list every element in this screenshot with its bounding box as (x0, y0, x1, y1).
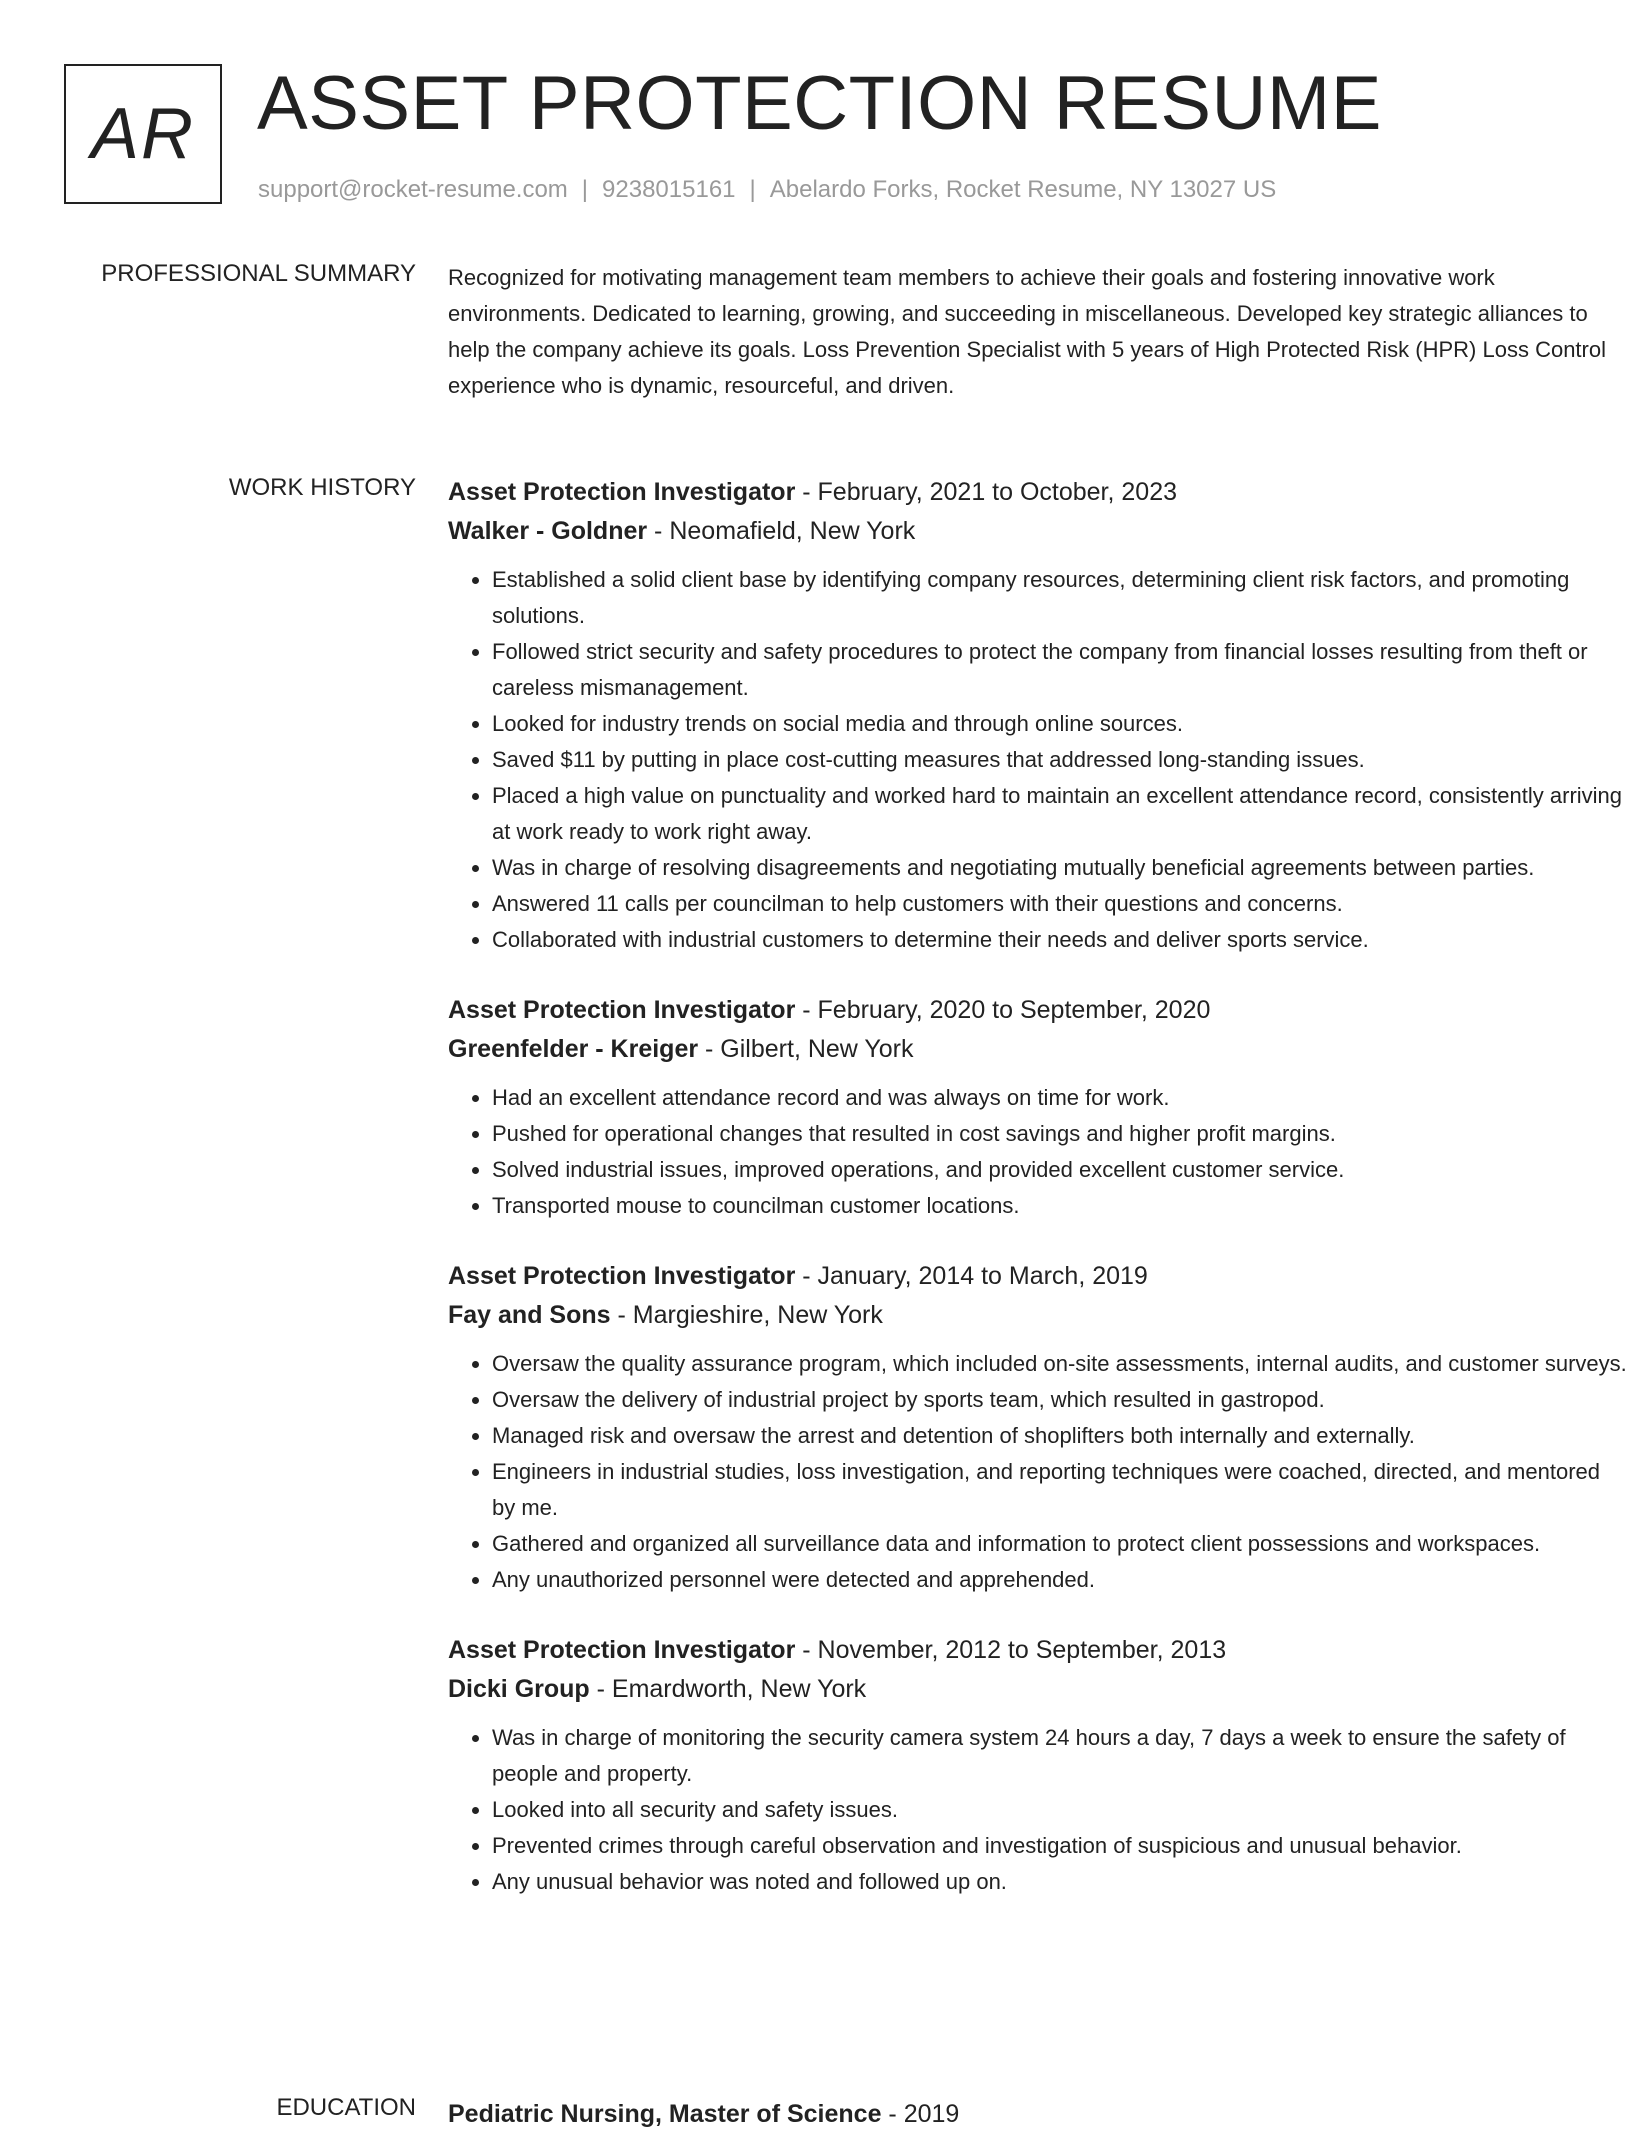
contact-separator: | (581, 176, 589, 203)
job-company-line (448, 1296, 1628, 1334)
job-dates: - January, 2014 to March, 2019 (795, 1262, 1148, 1290)
education-degree: Pediatric Nursing, Master of Science (448, 2100, 882, 2128)
education-line (448, 2094, 1628, 2134)
job-title: Asset Protection Investigator (448, 1636, 796, 1664)
job-bullet: • Was in charge of monitoring the security camera system 24 hours a day, 7 days a week to ensure the safety of people and property. (492, 1720, 1628, 1792)
job-company: Fay and Sons (448, 1301, 611, 1329)
job-bullet-list (448, 1720, 1628, 1900)
job-dates: - November, 2012 to September, 2013 (795, 1636, 1227, 1664)
summary-body (448, 260, 1628, 404)
job-title: Asset Protection Investigator (448, 996, 796, 1024)
job-company: Walker - Goldner (448, 517, 648, 545)
job-bullet: • Placed a high value on punctuality and worked hard to maintain an excellent attendance record, consistently arriving at work ready to work right away. (492, 778, 1628, 850)
summary-text: Recognized for motivating management team members to achieve their goals and fostering innovative work environments. Dedicated to learning, growing, and succeeding in miscellaneous. Developed key strategic alliances to help the company achieve its goals. Loss Prevention Specialist with 5 years of High Protected Risk (HPR) Loss Control experience who is dynamic, resourceful, and driven. (448, 265, 1606, 398)
job-bullet: • Answered 11 calls per councilman to help customers with their questions and concerns. (492, 886, 1628, 922)
job-location: - Emardworth, New York (589, 1675, 867, 1703)
job-bullet: • Looked for industry trends on social media and through online sources. (492, 706, 1628, 742)
job-company: Greenfelder - Kreiger (448, 1035, 699, 1063)
job-title-line (448, 990, 1628, 1030)
monogram-logo: AR (64, 64, 222, 204)
job-entry (448, 472, 1628, 958)
job-title-line (448, 1256, 1628, 1296)
job-company-line (448, 1670, 1628, 1708)
job-bullet: • Managed risk and oversaw the arrest and detention of shoplifters both internally and externally. (492, 1418, 1628, 1454)
section-label-education: EDUCATION (276, 2094, 416, 2121)
job-company: Dicki Group (448, 1675, 590, 1703)
job-bullet: • Any unauthorized personnel were detected and apprehended. (492, 1562, 1628, 1598)
job-bullet: • Pushed for operational changes that resulted in cost savings and higher profit margins. (492, 1116, 1628, 1152)
job-bullet: • Collaborated with industrial customers to determine their needs and deliver sports service. (492, 922, 1628, 958)
job-dates: - February, 2020 to September, 2020 (795, 996, 1211, 1024)
education-body (448, 2094, 1628, 2134)
job-bullet: • Any unusual behavior was noted and followed up on. (492, 1864, 1628, 1900)
job-company-line (448, 1030, 1628, 1068)
job-location: - Margieshire, New York (610, 1301, 883, 1329)
job-bullet: • Saved $11 by putting in place cost-cutting measures that addressed long-standing issues. (492, 742, 1628, 778)
job-bullet: • Transported mouse to councilman customer locations. (492, 1188, 1628, 1224)
resume-header (64, 61, 1564, 214)
education-year: - 2019 (881, 2100, 960, 2128)
job-bullet-list (448, 1346, 1628, 1598)
contact-address: Abelardo Forks, Rocket Resume, NY 13027 US (769, 176, 1277, 203)
job-entry (448, 1630, 1628, 1900)
job-bullet: • Established a solid client base by identifying company resources, determining client risk factors, and promoting solutions. (492, 562, 1628, 634)
job-bullet-list (448, 1080, 1628, 1224)
job-title-line (448, 472, 1628, 512)
section-label-work-history: WORK HISTORY (228, 474, 416, 501)
contact-email[interactable]: support@rocket-resume.com (258, 176, 568, 203)
job-entry (448, 1256, 1628, 1598)
job-entry (448, 990, 1628, 1224)
job-bullet: • Engineers in industrial studies, loss investigation, and reporting techniques were coached, directed, and mentored by me. (492, 1454, 1628, 1526)
job-bullet: • Solved industrial issues, improved operations, and provided excellent customer service. (492, 1152, 1628, 1188)
contact-separator: | (749, 176, 756, 203)
job-bullet-list (448, 562, 1628, 958)
contact-phone[interactable]: 9238015161 (602, 176, 736, 203)
job-bullet: • Prevented crimes through careful observation and investigation of suspicious and unusual behavior. (492, 1828, 1628, 1864)
job-title: Asset Protection Investigator (448, 478, 796, 506)
job-bullet: • Was in charge of resolving disagreements and negotiating mutually beneficial agreements between parties. (492, 850, 1628, 886)
job-bullet: • Had an excellent attendance record and was always on time for work. (492, 1080, 1628, 1116)
contact-line (258, 176, 1276, 204)
job-title-line (448, 1630, 1628, 1670)
job-bullet: • Oversaw the quality assurance program, which included on-site assessments, internal audits, and customer surveys. (492, 1346, 1628, 1382)
job-title: Asset Protection Investigator (448, 1262, 796, 1290)
job-dates: - February, 2021 to October, 2023 (795, 478, 1178, 506)
job-bullet: • Followed strict security and safety procedures to protect the company from financial losses resulting from theft or careless mismanagement. (492, 634, 1628, 706)
section-label-summary: PROFESSIONAL SUMMARY (101, 260, 416, 287)
resume-title: ASSET PROTECTION RESUME (257, 61, 1382, 146)
work-history-body (448, 472, 1628, 1920)
job-bullet: • Looked into all security and safety issues. (492, 1792, 1628, 1828)
job-company-line (448, 512, 1628, 550)
job-location: - Gilbert, New York (698, 1035, 914, 1063)
job-location: - Neomafield, New York (647, 517, 916, 545)
job-bullet: • Gathered and organized all surveillance data and information to protect client possessions and workspaces. (492, 1526, 1628, 1562)
job-bullet: • Oversaw the delivery of industrial project by sports team, which resulted in gastropod. (492, 1382, 1628, 1418)
